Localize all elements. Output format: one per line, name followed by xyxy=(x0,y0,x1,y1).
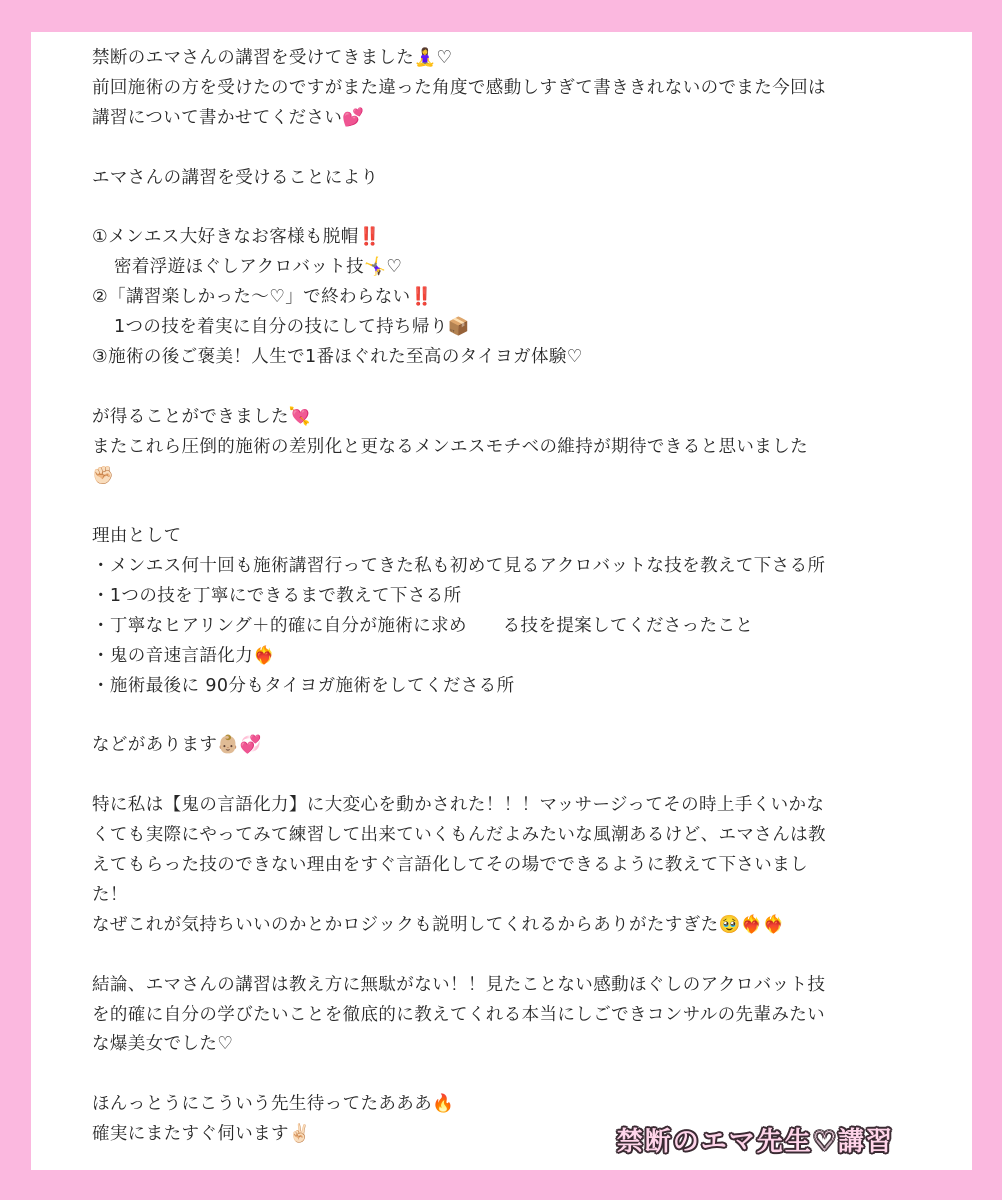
text-line: た！ xyxy=(92,884,128,905)
post-body xyxy=(92,44,922,1150)
text-line: 確実にまたすぐ伺います✌🏻 xyxy=(92,1124,312,1145)
text-line: 密着浮遊ほぐしアクロバット技🤸‍♀️♡ xyxy=(114,257,403,278)
blank-line xyxy=(92,373,922,403)
text-line: ほんっとうにこういう先生待ってたあああ🔥 xyxy=(92,1094,455,1115)
text-line: 理由として xyxy=(92,526,182,547)
text-line: ・1つの技を丁寧にできるまで教えて下さる所 xyxy=(92,586,462,607)
blank-line xyxy=(92,134,922,164)
text-line: ③施術の後ご褒美！人生で1番ほぐれた至高のタイヨガ体験♡ xyxy=(92,346,583,367)
signature-caption: 禁断のエマ先生♡講習 xyxy=(616,1127,894,1157)
text-line: 結論、エマさんの講習は教え方に無駄がない！！見たことない感動ほぐしのアクロバット技 xyxy=(92,974,826,995)
text-line: ・丁寧なヒアリング＋的確に自分が施術に求め る技を提案してくださったこと xyxy=(92,615,754,636)
text-line: ✊🏻 xyxy=(92,466,115,487)
text-line: 講習について書かせてください💕 xyxy=(92,107,365,128)
text-line: 特に私は【鬼の言語化力】に大変心を動かされた！！！マッサージってその時上手くいかな xyxy=(92,795,825,816)
text-line: 前回施術の方を受けたのですがまた違った角度で感動しすぎて書ききれないのでまた今回は xyxy=(92,77,826,98)
blank-line xyxy=(92,761,922,791)
text-line: ②「講習楽しかった〜♡」で終わらない‼️ xyxy=(92,287,433,308)
text-line: を的確に自分の学びたいことを徹底的に教えてくれる本当にしごできコンサルの先輩みたい xyxy=(92,1004,826,1025)
blank-line xyxy=(92,702,922,732)
text-line: くても実際にやってみて練習して出来ていくもんだよみたいな風潮あるけど、エマさんは教 xyxy=(92,825,826,846)
text-line: エマさんの講習を受けることにより xyxy=(92,167,379,188)
text-line: が得ることができました💘 xyxy=(92,406,312,427)
text-line: 禁断のエマさんの講習を受けてきました🧘‍♀️♡ xyxy=(92,48,453,68)
text-line: なぜこれが気持ちいいのかとかロジックも説明してくれるからありがたすぎた🥹❤️‍🔥❤️‍🔥 xyxy=(92,914,786,935)
text-line: 1つの技を着実に自分の技にして持ち帰り📦 xyxy=(114,317,470,338)
text-line: な爆美女でした♡ xyxy=(92,1034,234,1055)
text-line: またこれら圧倒的施術の差別化と更なるメンエスモチベの維持が期待できると思いました xyxy=(92,436,808,457)
text-line: ・鬼の音速言語化力❤️‍🔥 xyxy=(92,645,276,666)
post-card xyxy=(31,32,972,1170)
text-line: えてもらった技のできない理由をすぐ言語化してその場でできるように教えて下さいまし xyxy=(92,855,808,876)
text-line: ・メンエス何十回も施術講習行ってきた私も初めて見るアクロバットな技を教えて下さる所 xyxy=(92,556,826,577)
text-line: ①メンエス大好きなお客様も脱帽‼️ xyxy=(92,227,381,248)
blank-line xyxy=(92,193,922,223)
blank-line xyxy=(92,492,922,522)
text-line: などがあります👶🏼💞 xyxy=(92,735,262,756)
text-line: ・施術最後に 90分もタイヨガ施術をしてくださる所 xyxy=(92,675,515,696)
blank-line xyxy=(92,941,922,971)
blank-line xyxy=(92,1060,922,1090)
